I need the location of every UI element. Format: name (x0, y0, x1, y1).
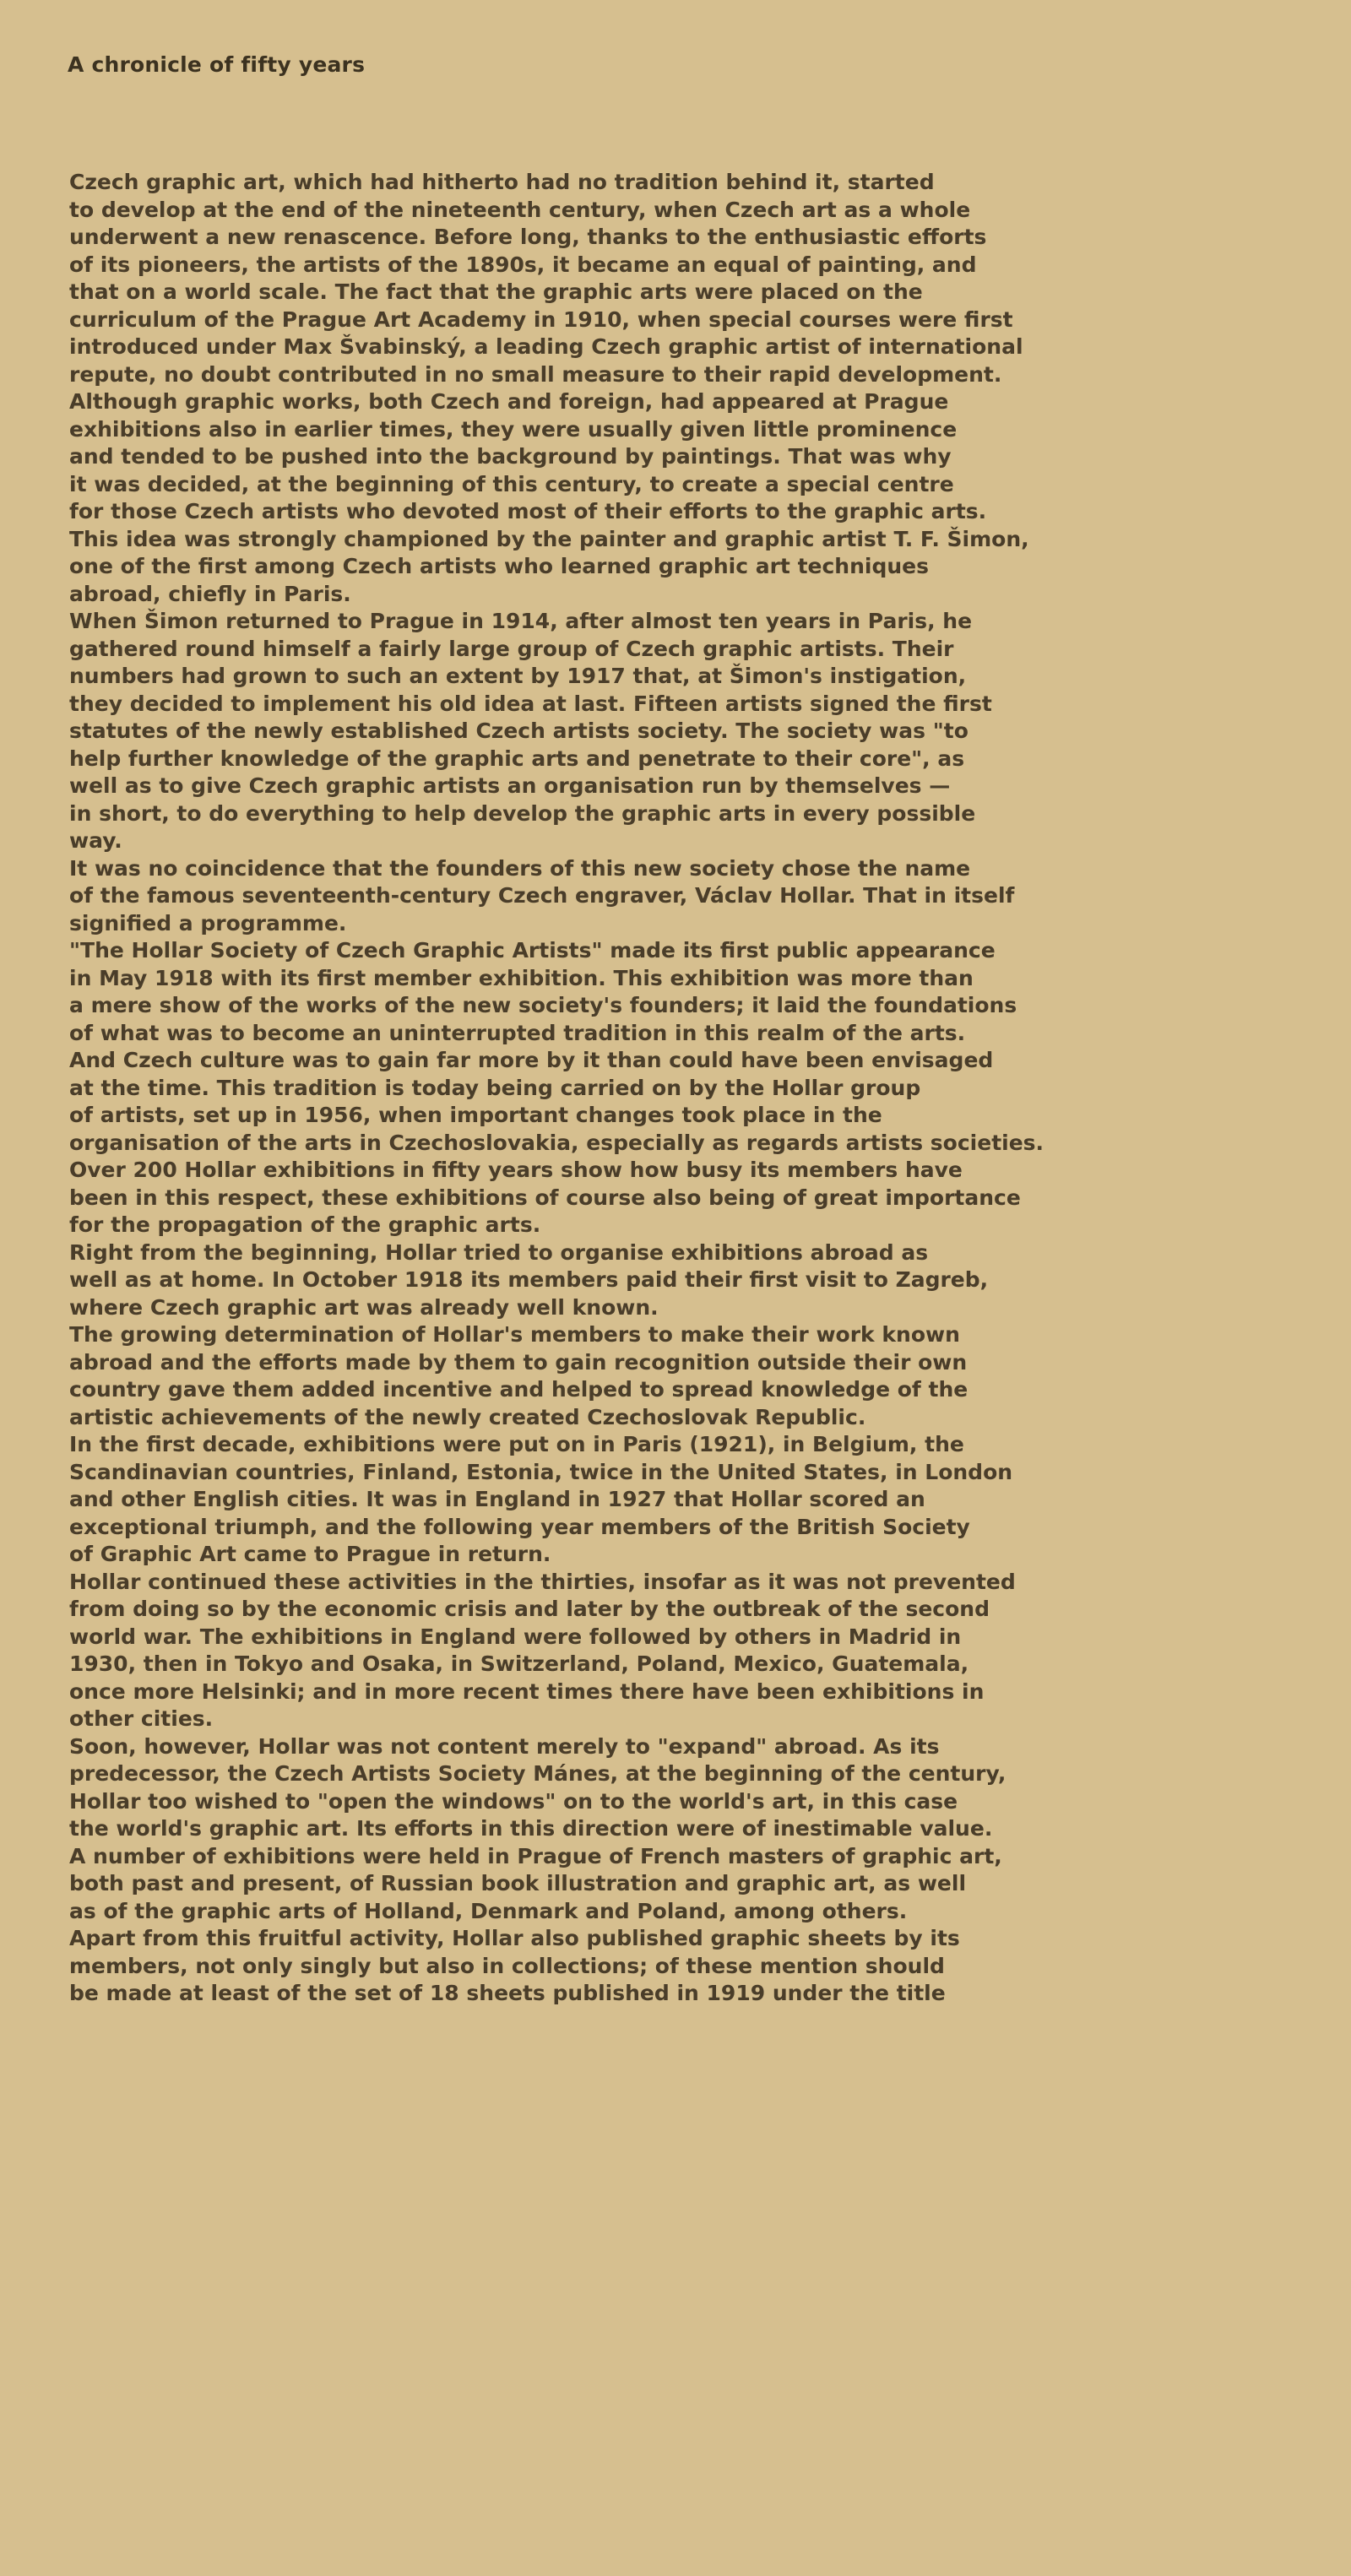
text-line: A number of exhibitions were held in Prague of French masters of graphic art, (69, 1843, 1002, 1868)
text-line: been in this respect, these exhibitions of course also being of great importance (69, 1185, 1021, 1210)
text-line: And Czech culture was to gain far more by it than could have been envisaged (69, 1048, 994, 1072)
text-line: Although graphic works, both Czech and foreign, had appeared at Prague (69, 389, 949, 414)
paragraph (69, 855, 1294, 938)
text-line: world war. The exhibitions in England were followed by others in Madrid in (69, 1624, 962, 1649)
paragraph (69, 1431, 1294, 1569)
text-line: Scandinavian countries, Finland, Estonia, twice in the United States, in London (69, 1459, 1013, 1484)
text-line: way. (69, 828, 122, 853)
text-line: where Czech graphic art was already well known. (69, 1294, 659, 1320)
text-line: Hollar continued these activities in the thirties, insofar as it was not prevented (69, 1569, 1016, 1594)
text-line: The growing determination of Hollar's members to make their work known (69, 1322, 960, 1347)
text-line: members, not only singly but also in collections; of these mention should (69, 1953, 945, 1978)
text-line: exhibitions also in earlier times, they were usually given little prominence (69, 416, 958, 442)
paragraph (69, 1733, 1294, 1926)
text-line: predecessor, the Czech Artists Society Mánes, at the beginning of the century, (69, 1761, 1006, 1786)
text-line: Right from the beginning, Hollar tried to organise exhibitions abroad as (69, 1239, 929, 1265)
paragraph (69, 608, 1294, 855)
text-line: gathered round himself a fairly large group of Czech graphic artists. Their (69, 636, 954, 661)
text-line: statutes of the newly established Czech artists society. The society was "to (69, 719, 968, 743)
text-line: of its pioneers, the artists of the 1890s, it became an equal of painting, and (69, 252, 977, 277)
text-line: the world's graphic art. Its efforts in this direction were of inestimable value. (69, 1816, 993, 1841)
text-line: abroad, chiefly in Paris. (69, 581, 351, 606)
text-line: help further knowledge of the graphic arts and penetrate to their core", as (69, 746, 965, 771)
text-line: abroad and the efforts made by them to gain recognition outside their own (69, 1349, 968, 1375)
text-line: be made at least of the set of 18 sheets published in 1919 under the title (69, 1981, 946, 2005)
text-line: they decided to implement his old idea at last. Fifteen artists signed the first (69, 691, 992, 716)
text-line: one of the first among Czech artists who learned graphic art techniques (69, 554, 929, 578)
text-line: well as at home. In October 1918 its members paid their first visit to Zagreb, (69, 1267, 989, 1292)
text-line: as of the graphic arts of Holland, Denmark and Poland, among others. (69, 1898, 908, 1923)
text-line: in May 1918 with its first member exhibition. This exhibition was more than (69, 965, 974, 990)
text-line: of artists, set up in 1956, when important changes took place in the (69, 1103, 882, 1127)
text-line: It was no coincidence that the founders of this new society chose the name (69, 855, 971, 881)
text-line: underwent a new renascence. Before long, thanks to the enthusiastic efforts (69, 225, 987, 249)
text-line: to develop at the end of the nineteenth century, when Czech art as a whole (69, 197, 971, 222)
text-line: at the time. This tradition is today being carried on by the Hollar group (69, 1075, 921, 1100)
text-line: it was decided, at the beginning of this century, to create a special centre (69, 471, 954, 496)
text-line: of Graphic Art came to Prague in return. (69, 1542, 551, 1566)
text-line: In the first decade, exhibitions were put on in Paris (1921), in Belgium, the (69, 1432, 964, 1456)
paragraph (69, 169, 1294, 608)
text-line: exceptional triumph, and the following year members of the British Society (69, 1514, 970, 1539)
text-line: Czech graphic art, which had hitherto had no tradition behind it, started (69, 170, 935, 194)
text-line: introduced under Max Švabinský, a leading Czech graphic artist of international (69, 334, 1023, 359)
body-text (69, 169, 1294, 2008)
text-line: This idea was strongly championed by the painter and graphic artist T. F. Šimon, (69, 526, 1029, 551)
text-line: Soon, however, Hollar was not content merely to "expand" abroad. As its (69, 1733, 940, 1759)
text-line: in short, to do everything to help develop the graphic arts in every possible (69, 800, 976, 826)
text-line: for those Czech artists who devoted most of their efforts to the graphic arts. (69, 499, 987, 523)
text-line: curriculum of the Prague Art Academy in 1910, when special courses were first (69, 306, 1013, 332)
text-line: 1930, then in Tokyo and Osaka, in Switzerland, Poland, Mexico, Guatemala, (69, 1651, 969, 1676)
paragraph (69, 1239, 1294, 1322)
text-line: artistic achievements of the newly created Czechoslovak Republic. (69, 1404, 866, 1429)
text-line: signified a programme. (69, 910, 347, 935)
text-line: numbers had grown to such an extent by 1917 that, at Šimon's instigation, (69, 664, 967, 688)
text-line: well as to give Czech graphic artists an organisation run by themselves — (69, 773, 951, 798)
text-line: When Šimon returned to Prague in 1914, after almost ten years in Paris, he (69, 609, 973, 633)
text-line: and other English cities. It was in England in 1927 that Hollar scored an (69, 1487, 925, 1511)
paragraph (69, 937, 1294, 1239)
text-line: repute, no doubt contributed in no small measure to their rapid development. (69, 361, 1002, 387)
text-line: that on a world scale. The fact that the graphic arts were placed on the (69, 279, 923, 304)
text-line: Apart from this fruitful activity, Hollar also published graphic sheets by its (69, 1926, 960, 1950)
text-line: from doing so by the economic crisis and later by the outbreak of the second (69, 1597, 990, 1621)
text-line: Over 200 Hollar exhibitions in fifty years show how busy its members have (69, 1158, 963, 1182)
paragraph (69, 1321, 1294, 1431)
paragraph (69, 1925, 1294, 2008)
page-title: A chronicle of fifty years (68, 52, 366, 77)
text-line: and tended to be pushed into the background by paintings. That was why (69, 444, 952, 469)
text-line: Hollar too wished to "open the windows" on to the world's art, in this case (69, 1788, 958, 1814)
text-line: organisation of the arts in Czechoslovakia, especially as regards artists societies. (69, 1130, 1044, 1155)
text-line: both past and present, of Russian book illustration and graphic art, as well (69, 1871, 967, 1895)
text-line: for the propagation of the graphic arts. (69, 1212, 541, 1237)
text-line: of the famous seventeenth-century Czech engraver, Václav Hollar. That in itself (69, 883, 1015, 908)
text-line: a mere show of the works of the new society's founders; it laid the foundations (69, 993, 1017, 1017)
text-line: of what was to become an uninterrupted tradition in this realm of the arts. (69, 1020, 966, 1045)
text-line: country gave them added incentive and helped to spread knowledge of the (69, 1377, 968, 1402)
text-line: "The Hollar Society of Czech Graphic Artists" made its first public appearance (69, 938, 996, 963)
paragraph (69, 1569, 1294, 1733)
text-line: once more Helsinki; and in more recent times there have been exhibitions in (69, 1678, 985, 1704)
text-line: other cities. (69, 1706, 214, 1731)
